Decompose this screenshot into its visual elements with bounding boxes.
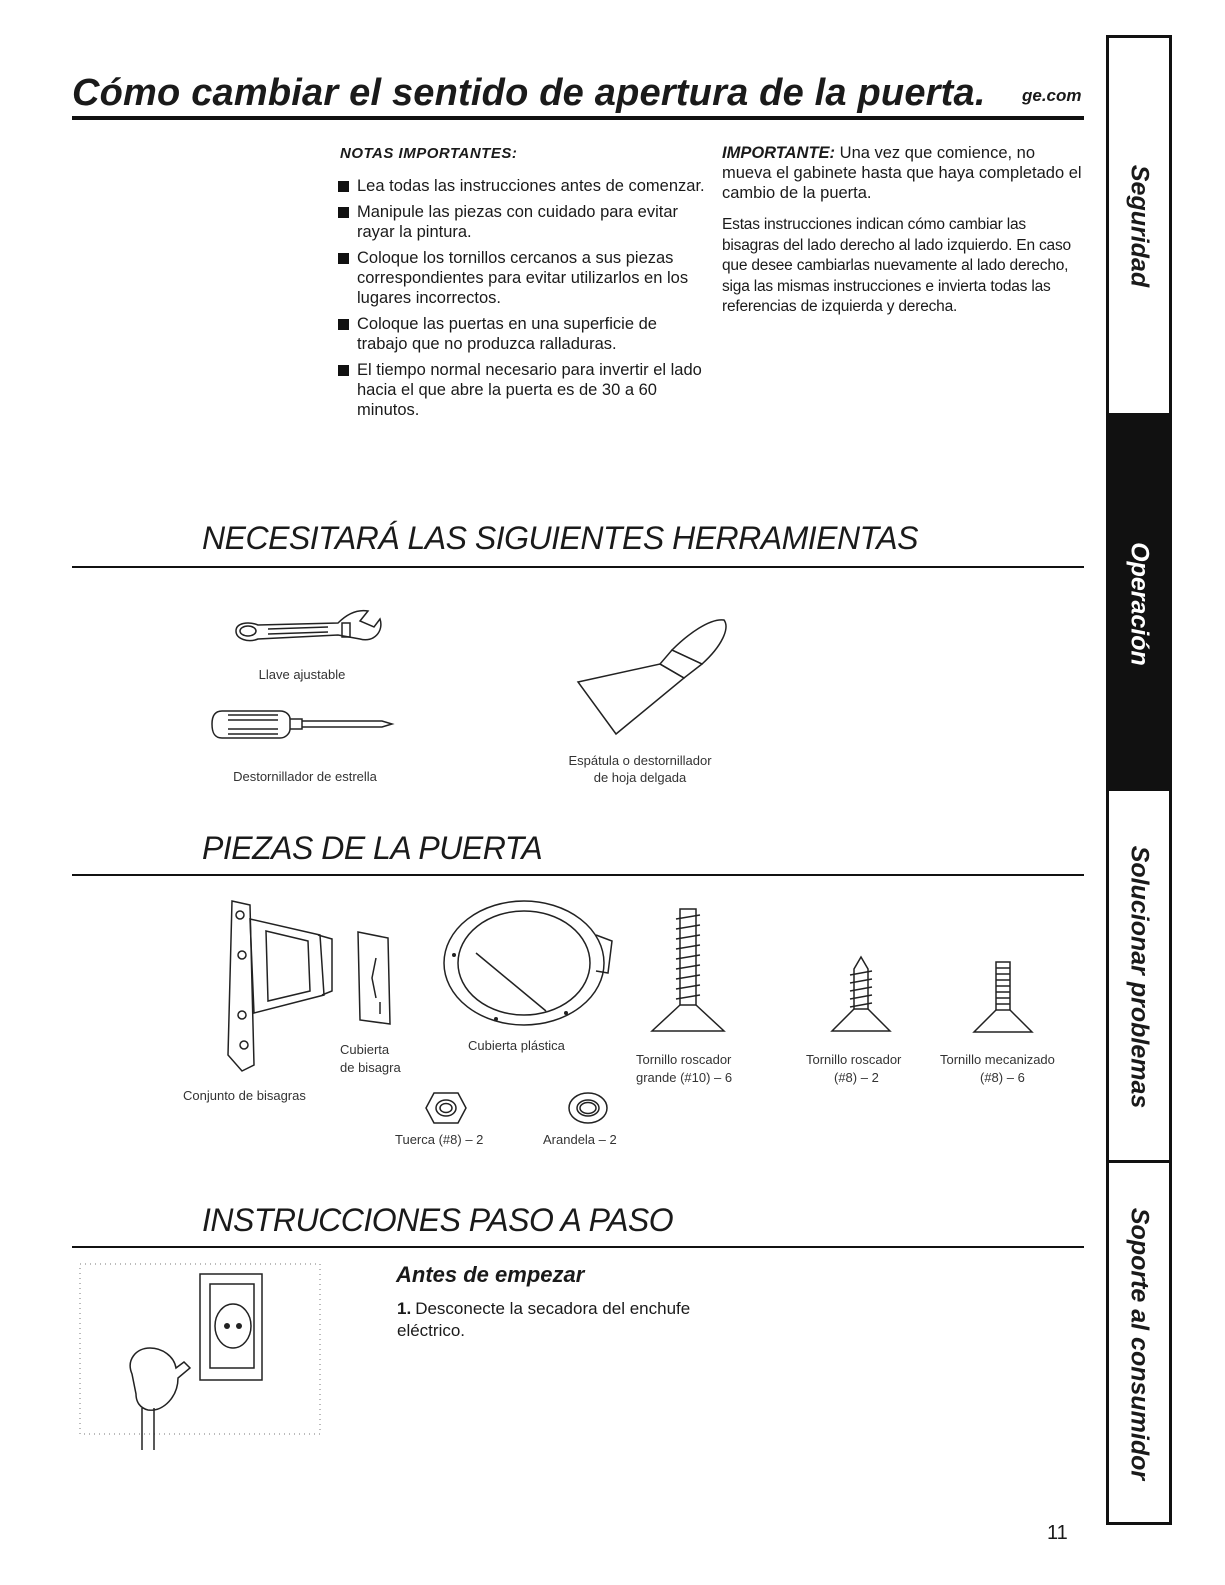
notes-list [337, 176, 707, 426]
machine-screw-label-1: Tornillo mecanizado [940, 1052, 1055, 1067]
important-note [722, 143, 1082, 203]
list-item: Manipule las piezas con cuidado para evitar rayar la pintura. [337, 202, 707, 242]
step-1 [397, 1298, 737, 1342]
large-screw-label-2: grande (#10) – 6 [636, 1070, 733, 1085]
parts-rule [72, 874, 1084, 876]
page-title: Cómo cambiar el sentido de apertura de la puerta. [72, 72, 986, 114]
unplug-outlet-icon [78, 1262, 323, 1452]
hinge-assembly-label: Conjunto de bisagras [183, 1088, 306, 1103]
wrench-icon [228, 605, 388, 655]
screwdriver-label: Destornillador de estrella [233, 769, 377, 784]
step-text: Desconecte la secadora del enchufe eléctrico. [397, 1299, 691, 1340]
steps-heading: INSTRUCCIONES PASO A PASO [202, 1202, 674, 1238]
tab-operacion[interactable]: Operación [1109, 413, 1169, 791]
bullet-icon [338, 181, 349, 192]
machine-screw-icon [968, 960, 1038, 1040]
hinge-cover-label-2: de bisagra [340, 1060, 401, 1075]
machine-screw-label-2: (#8) – 6 [980, 1070, 1025, 1085]
hinge-assembly-icon [214, 895, 334, 1075]
list-item: Lea todas las instrucciones antes de comenzar. [337, 176, 707, 196]
tab-seguridad[interactable]: Seguridad [1125, 164, 1154, 287]
important-label: IMPORTANTE: [722, 144, 836, 162]
putty-knife-label-1: Espátula o destornillador [568, 753, 712, 768]
plastic-cover-icon [436, 895, 616, 1035]
tap-screw-icon [826, 955, 896, 1040]
tab-solucionar-problemas[interactable]: Solucionar problemas [1109, 788, 1169, 1163]
list-item: El tiempo normal necesario para invertir el lado hacia el que abre la puerta es de 30 a 60 minutos. [337, 360, 707, 420]
site-link[interactable]: ge.com [1022, 86, 1082, 105]
large-screw-icon [648, 905, 728, 1040]
parts-heading: PIEZAS DE LA PUERTA [202, 830, 543, 866]
side-tabs [1106, 35, 1172, 1525]
tap-screw-label-1: Tornillo roscador [806, 1052, 902, 1067]
nut-label: Tuerca (#8) – 2 [395, 1132, 484, 1147]
putty-knife-icon [576, 612, 736, 737]
washer-label: Arandela – 2 [543, 1132, 617, 1147]
screwdriver-icon [210, 705, 395, 745]
bullet-icon [338, 253, 349, 264]
tools-heading: NECESITARÁ LAS SIGUIENTES HERRAMIENTAS [202, 520, 918, 556]
step-number: 1. [397, 1299, 412, 1318]
tap-screw-label-2: (#8) – 2 [834, 1070, 879, 1085]
tools-rule [72, 566, 1084, 568]
list-item: Coloque las puertas en una superficie de trabajo que no produzca ralladuras. [337, 314, 707, 354]
steps-subheading: Antes de empezar [396, 1262, 585, 1287]
washer-icon [566, 1090, 610, 1126]
important-text: Una vez que comience, no mueva el gabinete hasta que haya completado el cambio de la puerta. [722, 144, 1082, 202]
instructions-paragraph: Estas instrucciones indican cómo cambiar las bisagras del lado derecho al lado izquierdo. En caso que desee cambiarlas nuevamente al lado derecho, siga las mismas instrucciones e invierta todas las referencias de izquierda y derecha. [722, 216, 1071, 315]
hinge-cover-icon [350, 928, 400, 1028]
page-number: 11 [1047, 1522, 1068, 1544]
hinge-cover-label-1: Cubierta [340, 1042, 390, 1057]
plastic-cover-label: Cubierta plástica [468, 1038, 565, 1053]
bullet-icon [338, 207, 349, 218]
steps-rule [72, 1246, 1084, 1248]
list-item: Coloque los tornillos cercanos a sus piezas correspondientes para evitar utilizarlos en los lugares incorrectos. [337, 248, 707, 308]
title-rule [72, 116, 1084, 120]
tab-soporte-al-consumidor[interactable]: Soporte al consumidor [1109, 1160, 1169, 1525]
notes-heading: NOTAS IMPORTANTES: [340, 145, 518, 162]
bullet-icon [338, 365, 349, 376]
putty-knife-label-2: de hoja delgada [593, 770, 687, 785]
large-screw-label-1: Tornillo roscador [636, 1052, 732, 1067]
bullet-icon [338, 319, 349, 330]
nut-icon [424, 1090, 468, 1126]
wrench-label: Llave ajustable [258, 667, 346, 682]
